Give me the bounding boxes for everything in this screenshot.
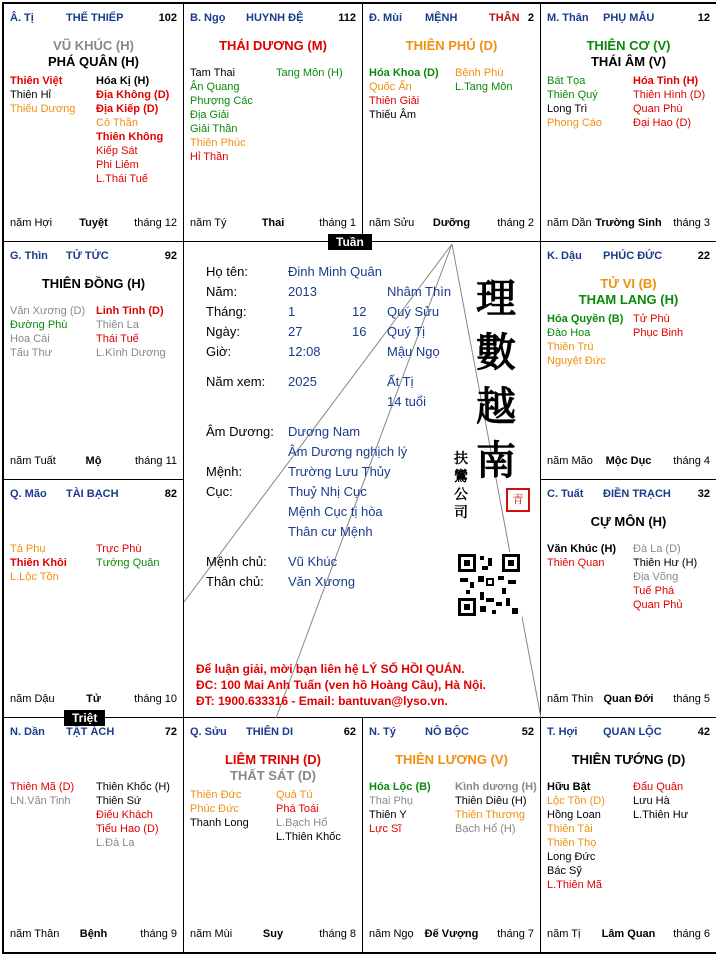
palace-decade-number: 22 — [697, 250, 710, 262]
palace-year: năm Thân — [10, 928, 60, 940]
name-label: Họ tên: — [206, 264, 248, 279]
palace-header — [10, 726, 177, 740]
palace-footer — [547, 928, 710, 942]
right-star-column — [633, 74, 705, 130]
main-star: LIÊM TRINH (D) — [224, 752, 322, 767]
palace-decade-number: 12 — [697, 12, 710, 24]
minor-star: Đà La (D) — [633, 543, 681, 555]
palace-ty — [4, 4, 184, 242]
left-star-column — [547, 542, 616, 570]
right-star-column — [633, 780, 688, 822]
left-star-column — [10, 74, 75, 116]
palace-year: năm Tý — [190, 217, 227, 229]
palace-stage: Trường Sinh — [595, 217, 662, 229]
minor-star: L.Bạch Hổ — [276, 817, 328, 829]
minor-star: L.Tang Môn — [455, 81, 513, 93]
palace-mao — [4, 480, 184, 718]
palace-branch: N. Tý — [369, 726, 396, 738]
minor-star: Văn Xương (D) — [10, 305, 86, 317]
palace-branch: C. Tuất — [547, 488, 584, 500]
age: 14 tuổi — [387, 394, 427, 409]
palace-footer — [369, 928, 534, 942]
palace-year: năm Dần — [547, 217, 592, 229]
palace-thin — [4, 242, 184, 480]
minor-star: Thiên Việt — [10, 75, 63, 87]
palace-branch: N. Dần — [10, 726, 45, 738]
palace-month: tháng 9 — [140, 928, 177, 940]
minor-star: Bát Tọa — [547, 75, 586, 87]
left-star-column — [190, 66, 253, 164]
palace-month: tháng 6 — [673, 928, 710, 940]
palace-stage: Bệnh — [79, 928, 108, 940]
minor-star: Lực Sĩ — [369, 823, 402, 835]
month-lunar: 12 — [352, 304, 367, 319]
palace-branch: Q. Sửu — [190, 726, 227, 738]
palace-decade-number: 72 — [164, 726, 177, 738]
calligraphy-signature: 扶 鸞 公 司 — [454, 451, 468, 521]
palace-stage: Mộc Dục — [605, 455, 652, 467]
palace-suu — [184, 718, 363, 952]
main-star: THAM LANG (H) — [578, 292, 679, 307]
minor-star: L.Thiên Khốc — [276, 831, 341, 843]
minor-star: LN.Văn Tinh — [10, 795, 71, 807]
minor-star: Hỉ Thần — [190, 151, 229, 163]
palace-stage: Tử — [86, 693, 101, 705]
red-seal: 青 — [506, 488, 530, 512]
palace-branch: G. Thìn — [10, 250, 48, 262]
minor-star: Ân Quang — [190, 81, 240, 93]
minor-star: Tang Môn (H) — [276, 67, 343, 79]
minor-star: Tam Thai — [190, 67, 236, 79]
minor-star: Hóa Khoa (D) — [369, 67, 439, 79]
palace-name: PHỤ MẪU — [603, 12, 655, 24]
right-star-column — [96, 304, 166, 360]
minor-star: Thiên Sứ — [96, 795, 142, 807]
palace-than-marker: THÂN — [489, 12, 520, 24]
tu-vi-chart-board — [2, 2, 716, 954]
minor-star: Thiên Mã (D) — [10, 781, 75, 793]
palace-footer — [190, 217, 356, 231]
palace-year: năm Thìn — [547, 693, 594, 705]
minor-star: Điếu Khách — [96, 809, 153, 821]
palace-decade-number: 92 — [164, 250, 177, 262]
palace-year: năm Mùi — [190, 928, 233, 940]
contact-line-2: ĐC: 100 Mai Anh Tuấn (ven hồ Hoàng Cầu), Hà Nội. — [196, 678, 487, 692]
minor-star: Phục Binh — [633, 327, 684, 339]
minor-star: Nguyệt Đức — [547, 355, 606, 367]
minor-star: Long Trì — [547, 103, 588, 115]
minor-star: Hóa Quyền (B) — [547, 313, 624, 325]
palace-footer — [547, 693, 710, 707]
left-star-column — [547, 312, 623, 368]
main-star: THIÊN TƯỚNG (D) — [571, 752, 686, 767]
minor-star: Hồng Loan — [547, 809, 601, 821]
minor-star: Phúc Đức — [190, 803, 239, 815]
minor-star: Thiên Không — [96, 131, 164, 143]
palace-dan — [4, 718, 184, 952]
main-star: THIÊN CƠ (V) — [586, 38, 671, 53]
minor-star: Thiên Tài — [547, 823, 593, 835]
minor-star: L.Lộc Tồn — [10, 571, 59, 583]
cuc-note-2: Thân cư Mệnh — [288, 524, 373, 539]
minor-star: Thiên Hình (D) — [633, 89, 706, 101]
minor-star: Thiên Khôi — [10, 557, 67, 569]
minor-star: Giải Thần — [190, 123, 238, 135]
minor-star: Hóa Tinh (H) — [633, 75, 699, 87]
minor-star: Thiên Thọ — [547, 837, 597, 849]
year-can-chi: Nhâm Thìn — [387, 284, 452, 299]
minor-star: Địa Kiếp (D) — [96, 103, 159, 115]
minor-star: Thiên Đức — [190, 789, 242, 801]
palace-name: THIÊN DI — [246, 726, 294, 738]
palace-stage: Lâm Quan — [601, 928, 656, 940]
palace-header — [547, 250, 710, 264]
destiny-lord-label: Mệnh chủ: — [206, 554, 267, 569]
palace-name: TẬT ÁCH — [66, 726, 115, 738]
yin-yang-value: Dương Nam — [288, 424, 361, 439]
minor-star: Quan Phủ — [633, 599, 683, 611]
minor-star: Tướng Quân — [96, 557, 160, 569]
palace-header — [10, 12, 177, 26]
month-value: 1 — [288, 304, 296, 319]
minor-star: Phá Toái — [276, 803, 319, 815]
minor-star: Thiên La — [96, 319, 139, 331]
left-star-column — [10, 304, 85, 360]
month-label: Tháng: — [206, 304, 247, 319]
calligraphy-char-3: 越 — [476, 383, 516, 430]
palace-month: tháng 7 — [497, 928, 534, 940]
palace-header — [190, 726, 356, 740]
palace-branch: T. Hợi — [547, 726, 578, 738]
minor-star: Hóa Kị (H) — [96, 75, 150, 87]
minor-star: Lưu Hà — [633, 795, 670, 807]
minor-star: Linh Tinh (D) — [96, 305, 164, 317]
palace-branch: B. Ngọ — [190, 12, 226, 24]
left-star-column — [10, 542, 67, 584]
palace-year: năm Dậu — [10, 693, 55, 705]
minor-star: Bạch Hổ (H) — [455, 823, 516, 835]
palace-month: tháng 10 — [134, 693, 177, 705]
view-year-value: 2025 — [288, 374, 317, 389]
minor-star: Thiếu Dương — [10, 103, 76, 115]
main-star: THÁI DƯƠNG (M) — [219, 38, 327, 53]
minor-star: Thiên Quan — [547, 557, 605, 569]
minor-star: Thiếu Âm — [369, 109, 417, 121]
minor-star: Thiên Khốc (H) — [96, 781, 170, 793]
minor-star: Tuế Phá — [633, 585, 675, 597]
palace-stage: Tuyệt — [79, 217, 108, 229]
minor-star: Đào Hoa — [547, 327, 591, 339]
minor-star: Thiên Quý — [547, 89, 598, 101]
minor-star: Tiểu Hao (D) — [96, 823, 159, 835]
view-year-can-chi: Ất Tị — [387, 374, 414, 389]
palace-month: tháng 4 — [673, 455, 710, 467]
cuc-label: Cục: — [206, 484, 233, 499]
minor-star: Thiên Phúc — [190, 137, 246, 149]
minor-star: Địa Giải — [190, 109, 230, 121]
center-info-panel — [184, 242, 541, 718]
minor-star: L.Thiên Hư — [633, 809, 689, 821]
palace-month: tháng 11 — [134, 455, 177, 467]
main-star: THÁI ÂM (V) — [590, 54, 667, 69]
palace-name: MỆNH — [425, 12, 458, 24]
main-star: THIÊN PHỦ (D) — [405, 38, 498, 53]
palace-branch: Q. Mão — [10, 488, 47, 500]
hour-value: 12:08 — [288, 344, 321, 359]
month-can-chi: Quý Sửu — [387, 304, 440, 319]
palace-stage: Đế Vượng — [424, 928, 479, 940]
minor-star: Phi Liêm — [96, 159, 139, 171]
palace-name: ĐIỀN TRẠCH — [603, 488, 671, 500]
right-star-column — [276, 66, 343, 80]
palace-footer — [10, 217, 177, 231]
minor-star: Thiên Hư (H) — [633, 557, 698, 569]
minor-star: Thai Phụ — [369, 795, 414, 807]
destiny-lord-value: Vũ Khúc — [288, 554, 338, 569]
palace-year: năm Ngọ — [369, 928, 414, 940]
minor-star: Đại Hao (D) — [633, 117, 692, 129]
palace-stage: Dưỡng — [432, 217, 471, 229]
cuc-value: Thuỷ Nhị Cục — [288, 484, 367, 499]
minor-star: Tấu Thư — [10, 347, 53, 359]
yin-yang-label: Âm Dương: — [206, 424, 274, 439]
palace-decade-number: 42 — [697, 726, 710, 738]
minor-star: Hoa Cái — [10, 333, 50, 345]
minor-star: Thiên Y — [369, 809, 407, 821]
right-star-column — [96, 780, 170, 850]
contact-line-3: ĐT: 1900.633316 - Email: bantuvan@lyso.vn. — [196, 694, 448, 708]
qr-code[interactable] — [456, 552, 522, 618]
palace-branch: Â. Tị — [10, 12, 34, 24]
palace-than — [541, 4, 716, 242]
right-star-column — [96, 542, 160, 570]
palace-name: HUYNH ĐỆ — [246, 12, 304, 24]
palace-decade-number: 32 — [697, 488, 710, 500]
minor-star: L.Đà La — [96, 837, 135, 849]
minor-star: L.Kình Dương — [96, 347, 166, 359]
palace-name: PHÚC ĐỨC — [603, 250, 663, 262]
palace-footer — [10, 455, 177, 469]
palace-footer — [547, 217, 710, 231]
minor-star: Địa Không (D) — [96, 89, 170, 101]
minor-star: Đường Phù — [10, 319, 68, 331]
right-star-column — [455, 66, 512, 94]
destiny-label: Mệnh: — [206, 464, 243, 479]
palace-month: tháng 2 — [497, 217, 534, 229]
palace-mui — [363, 4, 541, 242]
calligraphy-char-1: 理 — [476, 275, 516, 322]
hour-label: Giờ: — [206, 344, 232, 359]
name-value: Đinh Minh Quân — [288, 264, 382, 279]
minor-star: Hữu Bật — [547, 781, 591, 793]
palace-decade-number: 62 — [343, 726, 356, 738]
palace-decade-number: 102 — [158, 12, 177, 24]
palace-stage: Suy — [262, 928, 284, 940]
palace-ngo — [184, 4, 363, 242]
minor-star: Văn Khúc (H) — [547, 543, 617, 555]
right-star-column — [276, 788, 341, 844]
palace-dau — [541, 242, 716, 480]
palace-decade-number: 112 — [338, 12, 356, 24]
cuc-note-1: Mệnh Cục tị hòa — [288, 504, 383, 519]
minor-star: Lộc Tồn (D) — [547, 795, 605, 807]
palace-branch: K. Dậu — [547, 250, 582, 262]
minor-star: Quốc Ấn — [369, 81, 412, 93]
palace-decade-number: 2 — [527, 12, 534, 24]
minor-star: Đẩu Quân — [633, 781, 684, 793]
palace-year: năm Mão — [547, 455, 593, 467]
minor-star: Bệnh Phù — [455, 67, 504, 79]
palace-stage: Thai — [261, 217, 285, 229]
minor-star: L.Thiên Mã — [547, 879, 603, 891]
palace-year: năm Sửu — [369, 217, 415, 229]
palace-header — [547, 726, 710, 740]
minor-star: Thái Tuế — [96, 333, 139, 345]
minor-star: Thiên Thương — [455, 809, 526, 821]
main-star: TỬ VI (B) — [600, 276, 657, 291]
minor-star: Trực Phù — [96, 543, 142, 555]
destiny-value: Trường Lưu Thủy — [288, 464, 391, 479]
left-star-column — [547, 780, 605, 892]
right-star-column — [455, 780, 537, 836]
palace-month: tháng 5 — [673, 693, 710, 705]
day-value: 27 — [288, 324, 303, 339]
minor-star: Kiếp Sát — [96, 145, 138, 157]
palace-name: TỬ TỨC — [66, 250, 109, 262]
palace-decade-number: 82 — [164, 488, 177, 500]
minor-star: Thiên Trù — [547, 341, 594, 353]
palace-footer — [10, 693, 177, 707]
palace-branch: Đ. Mùi — [369, 12, 402, 24]
body-lord-label: Thân chủ: — [206, 574, 264, 589]
palace-month: tháng 12 — [134, 217, 177, 229]
minor-star: Thiên Giải — [369, 95, 420, 107]
minor-star: Địa Võng — [633, 571, 679, 583]
day-can-chi: Quý Tị — [387, 324, 426, 339]
contact-line-1: Để luận giải, mời bạn liên hệ LÝ SỐ HỒI QUÁN. — [196, 662, 465, 676]
palace-header — [369, 12, 534, 26]
main-star: CỰ MÔN (H) — [590, 514, 667, 529]
palace-footer — [547, 455, 710, 469]
minor-star: Quả Tú — [276, 789, 313, 801]
palace-stage: Quan Đới — [603, 693, 654, 705]
palace-footer — [190, 928, 356, 942]
minor-star: Thanh Long — [190, 817, 249, 829]
main-star: THẤT SÁT (D) — [230, 768, 316, 783]
palace-branch: M. Thân — [547, 12, 589, 24]
palace-year: năm Tuất — [10, 455, 56, 467]
palace-hoi — [541, 718, 716, 952]
palace-header — [190, 12, 356, 26]
palace-tuat — [541, 480, 716, 718]
palace-ty2 — [363, 718, 541, 952]
palace-name: NÔ BỘC — [425, 726, 469, 738]
palace-header — [10, 250, 177, 264]
palace-name: THẾ THIẾP — [66, 12, 124, 24]
right-star-column — [633, 312, 683, 340]
palace-header — [369, 726, 534, 740]
day-label: Ngày: — [206, 324, 240, 339]
minor-star: Thiên Hỉ — [10, 89, 51, 101]
palace-month: tháng 3 — [673, 217, 710, 229]
calligraphy-char-2: 數 — [476, 329, 516, 376]
minor-star: Cô Thần — [96, 117, 138, 129]
palace-footer — [10, 928, 177, 942]
tuan-marker: Tuần — [328, 234, 372, 250]
minor-star: Kình dương (H) — [455, 781, 537, 793]
left-star-column — [190, 788, 249, 830]
calligraphy-char-4: 南 — [476, 437, 516, 484]
right-star-column — [96, 74, 169, 186]
palace-header — [547, 12, 710, 26]
left-star-column — [10, 780, 74, 808]
palace-decade-number: 52 — [521, 726, 534, 738]
year-label: Năm: — [206, 284, 238, 299]
hour-can-chi: Mậu Ngọ — [387, 344, 440, 359]
main-star: THIÊN LƯƠNG (V) — [395, 752, 508, 767]
palace-month: tháng 8 — [319, 928, 356, 940]
minor-star: Phượng Các — [190, 95, 253, 107]
yin-yang-note: Âm Dương nghịch lý — [288, 444, 408, 459]
main-star: VŨ KHÚC (H) — [53, 38, 134, 53]
minor-star: Quan Phù — [633, 103, 683, 115]
minor-star: Phong Cáo — [547, 117, 603, 129]
minor-star: Tả Phụ — [10, 543, 46, 555]
minor-star: Bác Sỹ — [547, 865, 582, 877]
day-lunar: 16 — [352, 324, 367, 339]
triet-marker: Triệt — [64, 710, 105, 726]
palace-name: TÀI BẠCH — [66, 488, 119, 500]
minor-star: Thiên Diêu (H) — [455, 795, 527, 807]
minor-star: L.Thái Tuế — [96, 173, 148, 185]
body-lord-value: Văn Xương — [288, 574, 356, 589]
palace-year: năm Hợi — [10, 217, 53, 229]
palace-header — [10, 488, 177, 502]
main-star: THIÊN ĐỒNG (H) — [41, 276, 146, 291]
palace-header — [547, 488, 710, 502]
palace-footer — [369, 217, 534, 231]
minor-star: Tử Phù — [633, 313, 670, 325]
left-star-column — [547, 74, 602, 130]
year-value: 2013 — [288, 284, 317, 299]
view-year-label: Năm xem: — [206, 374, 266, 389]
right-star-column — [633, 542, 697, 612]
minor-star: Hóa Lộc (B) — [369, 781, 431, 793]
left-star-column — [369, 66, 439, 122]
minor-star: Long Đức — [547, 851, 596, 863]
palace-year: năm Tị — [547, 928, 581, 940]
main-star: PHÁ QUÂN (H) — [48, 54, 139, 69]
palace-stage: Mộ — [85, 455, 102, 467]
palace-month: tháng 1 — [319, 217, 356, 229]
palace-name: QUAN LỘC — [603, 726, 662, 738]
left-star-column — [369, 780, 431, 836]
